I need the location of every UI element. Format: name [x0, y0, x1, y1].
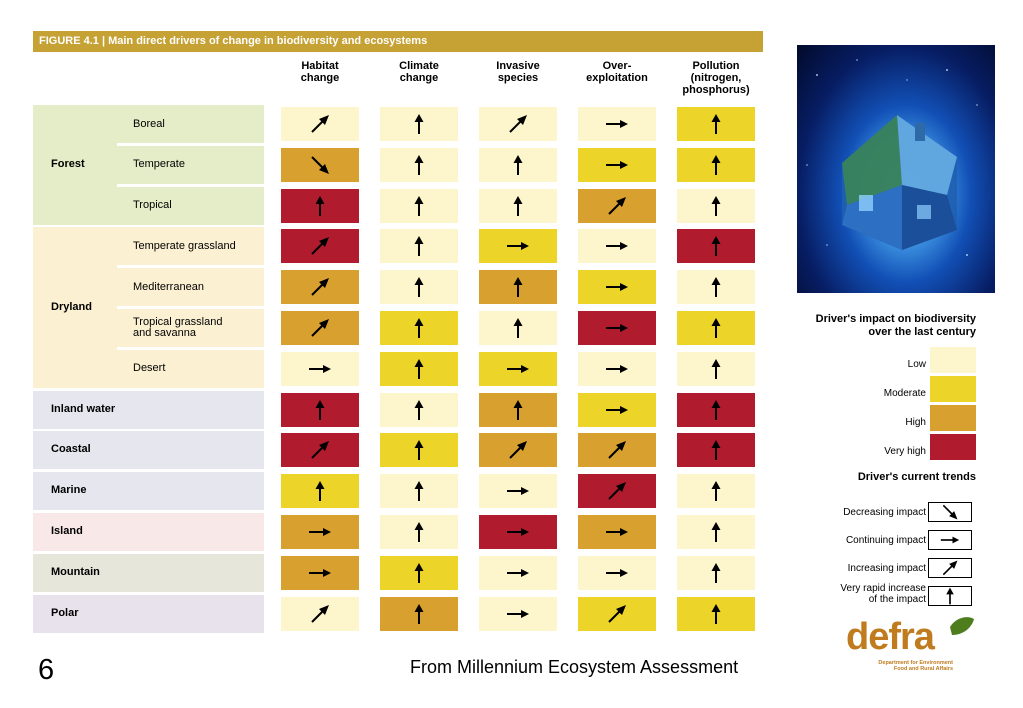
impact-cell	[677, 597, 755, 631]
trend-legend-title: Driver's current trends	[857, 471, 976, 483]
continuing-arrow-icon	[605, 520, 629, 544]
impact-cell	[281, 148, 359, 182]
very-rapid-arrow-icon	[704, 194, 728, 218]
row-label: Tropical grassland and savanna	[133, 316, 223, 339]
impact-cell	[281, 189, 359, 223]
legend-trend-box	[928, 530, 972, 550]
very-rapid-arrow-icon	[407, 357, 431, 381]
impact-cell	[677, 474, 755, 508]
increasing-arrow-icon	[308, 275, 332, 299]
impact-cell	[281, 474, 359, 508]
very-rapid-arrow-icon	[704, 275, 728, 299]
legend-label: Very rapid increase of the impact	[840, 583, 926, 605]
legend-trend-box	[928, 502, 972, 522]
impact-cell	[578, 597, 656, 631]
continuing-arrow-icon	[605, 398, 629, 422]
increasing-arrow-icon	[308, 438, 332, 462]
impact-cell	[281, 229, 359, 263]
impact-cell	[479, 515, 557, 549]
impact-cell	[380, 352, 458, 386]
row-label: Mediterranean	[133, 280, 204, 293]
impact-cell	[479, 556, 557, 590]
impact-cell	[479, 107, 557, 141]
continuing-arrow-icon	[605, 234, 629, 258]
impact-cell	[281, 393, 359, 427]
very-rapid-arrow-icon	[407, 153, 431, 177]
impact-cell	[380, 311, 458, 345]
continuing-arrow-icon	[605, 275, 629, 299]
impact-cell	[281, 556, 359, 590]
row-separator	[117, 143, 264, 146]
impact-cell	[677, 189, 755, 223]
very-rapid-arrow-icon	[407, 112, 431, 136]
continuing-arrow-icon	[308, 357, 332, 381]
increasing-arrow-icon	[940, 558, 960, 578]
row-label: Boreal	[133, 117, 165, 130]
impact-cell	[578, 474, 656, 508]
very-rapid-arrow-icon	[940, 586, 960, 606]
impact-cell	[578, 352, 656, 386]
column-header: Pollution (nitrogen, phosphorus)	[682, 60, 750, 96]
column-header: Invasive species	[496, 60, 540, 84]
impact-cell	[578, 393, 656, 427]
impact-cell	[578, 433, 656, 467]
impact-cell	[281, 597, 359, 631]
legend-label: High	[905, 417, 926, 428]
continuing-arrow-icon	[506, 561, 530, 585]
globe-house-photo	[797, 45, 995, 293]
impact-cell	[281, 352, 359, 386]
defra-logo	[846, 613, 976, 683]
impact-cell	[677, 148, 755, 182]
impact-cell	[479, 433, 557, 467]
row-separator	[117, 265, 264, 268]
impact-cell	[677, 515, 755, 549]
impact-cell	[578, 270, 656, 304]
very-rapid-arrow-icon	[704, 561, 728, 585]
increasing-arrow-icon	[605, 438, 629, 462]
defra-wordmark: defra	[846, 616, 934, 658]
continuing-arrow-icon	[605, 357, 629, 381]
continuing-arrow-icon	[940, 530, 960, 550]
figure-title: FIGURE 4.1 | Main direct drivers of change in biodiversity and ecosystems	[33, 31, 763, 52]
very-rapid-arrow-icon	[704, 234, 728, 258]
increasing-arrow-icon	[308, 234, 332, 258]
impact-cell	[677, 393, 755, 427]
impact-cell	[578, 148, 656, 182]
legend-label: Continuing impact	[845, 535, 926, 546]
defra-subtitle: Department for Environment Food and Rural Affairs	[878, 660, 953, 672]
impact-cell	[677, 107, 755, 141]
impact-cell	[380, 270, 458, 304]
impact-cell	[479, 270, 557, 304]
increasing-arrow-icon	[605, 479, 629, 503]
impact-cell	[479, 148, 557, 182]
impact-cell	[380, 597, 458, 631]
legend-swatch	[930, 347, 976, 373]
very-rapid-arrow-icon	[308, 194, 332, 218]
very-rapid-arrow-icon	[407, 275, 431, 299]
legend-label: Moderate	[883, 388, 926, 399]
group-label: Coastal	[51, 443, 91, 456]
impact-cell	[677, 229, 755, 263]
impact-cell	[479, 311, 557, 345]
very-rapid-arrow-icon	[704, 153, 728, 177]
impact-cell	[677, 433, 755, 467]
legend-swatch	[930, 405, 976, 431]
very-rapid-arrow-icon	[506, 153, 530, 177]
very-rapid-arrow-icon	[506, 275, 530, 299]
increasing-arrow-icon	[605, 602, 629, 626]
decreasing-arrow-icon	[308, 153, 332, 177]
impact-cell	[479, 393, 557, 427]
row-separator	[117, 347, 264, 350]
column-header: Over- exploitation	[586, 60, 648, 84]
impact-cell	[380, 433, 458, 467]
group-label: Island	[51, 525, 83, 537]
impact-cell	[479, 352, 557, 386]
increasing-arrow-icon	[506, 112, 530, 136]
continuing-arrow-icon	[605, 316, 629, 340]
impact-cell	[479, 229, 557, 263]
impact-cell	[380, 148, 458, 182]
impact-cell	[479, 597, 557, 631]
increasing-arrow-icon	[605, 194, 629, 218]
impact-cell	[677, 270, 755, 304]
increasing-arrow-icon	[308, 602, 332, 626]
page-number: 6	[38, 654, 55, 686]
impact-cell	[677, 556, 755, 590]
row-separator	[117, 184, 264, 187]
legend-label: Increasing impact	[847, 563, 926, 574]
group-label: Dryland	[51, 300, 92, 313]
legend-label: Decreasing impact	[843, 507, 926, 518]
continuing-arrow-icon	[506, 479, 530, 503]
very-rapid-arrow-icon	[506, 194, 530, 218]
impact-cell	[380, 515, 458, 549]
impact-cell	[380, 189, 458, 223]
very-rapid-arrow-icon	[506, 316, 530, 340]
impact-cell	[380, 556, 458, 590]
very-rapid-arrow-icon	[407, 438, 431, 462]
very-rapid-arrow-icon	[407, 479, 431, 503]
group-label: Mountain	[51, 565, 100, 578]
impact-cell	[380, 229, 458, 263]
very-rapid-arrow-icon	[308, 398, 332, 422]
very-rapid-arrow-icon	[407, 316, 431, 340]
impact-cell	[479, 189, 557, 223]
impact-cell	[578, 189, 656, 223]
row-label: Temperate	[133, 158, 185, 171]
group-label: Forest	[51, 157, 85, 170]
impact-cell	[677, 311, 755, 345]
very-rapid-arrow-icon	[308, 479, 332, 503]
increasing-arrow-icon	[506, 438, 530, 462]
continuing-arrow-icon	[506, 234, 530, 258]
very-rapid-arrow-icon	[704, 479, 728, 503]
legend-trend-box	[928, 558, 972, 578]
impact-cell	[281, 311, 359, 345]
impact-legend-title: Driver's impact on biodiversity over the last century	[815, 313, 976, 338]
legend-swatch	[930, 434, 976, 460]
row-label: Temperate grassland	[133, 239, 236, 252]
impact-cell	[479, 474, 557, 508]
row-label: Desert	[133, 362, 166, 375]
impact-cell	[578, 556, 656, 590]
increasing-arrow-icon	[308, 112, 332, 136]
very-rapid-arrow-icon	[506, 398, 530, 422]
very-rapid-arrow-icon	[407, 194, 431, 218]
decreasing-arrow-icon	[940, 502, 960, 522]
impact-cell	[281, 270, 359, 304]
very-rapid-arrow-icon	[704, 357, 728, 381]
continuing-arrow-icon	[506, 357, 530, 381]
very-rapid-arrow-icon	[704, 438, 728, 462]
impact-cell	[380, 107, 458, 141]
very-rapid-arrow-icon	[407, 602, 431, 626]
very-rapid-arrow-icon	[704, 398, 728, 422]
impact-cell	[281, 433, 359, 467]
very-rapid-arrow-icon	[407, 520, 431, 544]
impact-cell	[380, 474, 458, 508]
very-rapid-arrow-icon	[407, 398, 431, 422]
impact-cell	[281, 515, 359, 549]
globe-house-image	[797, 45, 995, 293]
row-label: Tropical	[133, 199, 172, 212]
legend-swatch	[930, 376, 976, 402]
continuing-arrow-icon	[308, 520, 332, 544]
very-rapid-arrow-icon	[704, 112, 728, 136]
very-rapid-arrow-icon	[704, 316, 728, 340]
continuing-arrow-icon	[506, 602, 530, 626]
group-label: Marine	[51, 484, 87, 497]
impact-cell	[677, 352, 755, 386]
very-rapid-arrow-icon	[407, 234, 431, 258]
very-rapid-arrow-icon	[704, 520, 728, 544]
impact-cell	[578, 107, 656, 141]
group-label: Polar	[51, 606, 79, 619]
group-label: Inland water	[51, 402, 116, 415]
impact-cell	[578, 311, 656, 345]
very-rapid-arrow-icon	[704, 602, 728, 626]
column-header: Habitat change	[300, 60, 340, 84]
source-text: From Millennium Ecosystem Assessment	[410, 657, 739, 677]
impact-cell	[578, 515, 656, 549]
increasing-arrow-icon	[308, 316, 332, 340]
continuing-arrow-icon	[605, 112, 629, 136]
continuing-arrow-icon	[506, 520, 530, 544]
impact-cell	[281, 107, 359, 141]
row-separator	[117, 306, 264, 309]
impact-cell	[380, 393, 458, 427]
legend-trend-box	[928, 586, 972, 606]
column-header: Climate change	[399, 60, 439, 84]
very-rapid-arrow-icon	[407, 561, 431, 585]
continuing-arrow-icon	[605, 561, 629, 585]
continuing-arrow-icon	[605, 153, 629, 177]
impact-cell	[578, 229, 656, 263]
legend-label: Low	[907, 359, 926, 370]
continuing-arrow-icon	[308, 561, 332, 585]
legend-label: Very high	[884, 446, 926, 457]
